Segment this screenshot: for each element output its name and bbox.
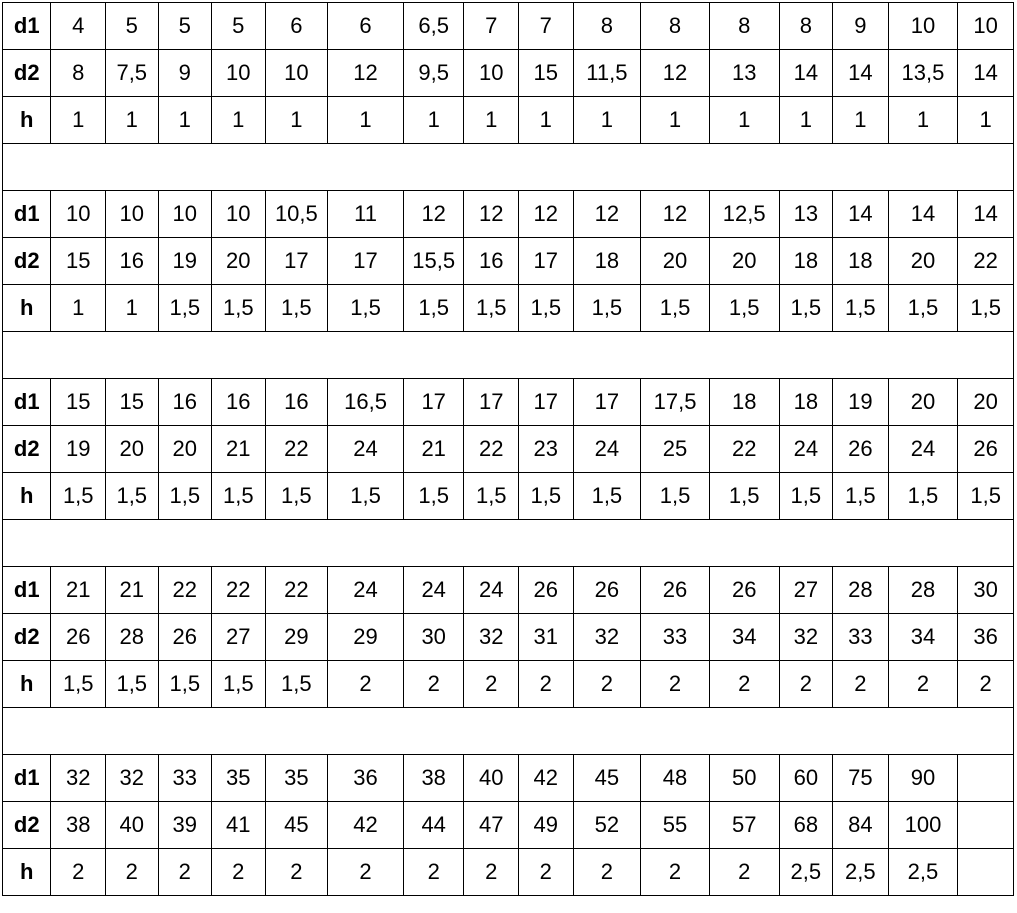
- table-cell: 20: [888, 238, 958, 285]
- table-cell: 6,5: [403, 3, 464, 50]
- table-cell: 14: [958, 50, 1014, 97]
- table-row: [3, 426, 1014, 473]
- table-cell: 1,5: [573, 473, 641, 520]
- table-cell: 24: [464, 567, 519, 614]
- table-cell: 26: [641, 567, 710, 614]
- row-label: d2: [3, 614, 51, 661]
- table-row: [3, 614, 1014, 661]
- table-cell: 24: [403, 567, 464, 614]
- table-cell: 28: [106, 614, 159, 661]
- table-cell: 18: [573, 238, 641, 285]
- spacer-cell: [3, 520, 1014, 567]
- table-cell: 1,5: [641, 473, 710, 520]
- table-cell: 26: [573, 567, 641, 614]
- table-cell: 60: [779, 755, 833, 802]
- table-cell: 41: [212, 802, 266, 849]
- table-cell: 2: [709, 661, 779, 708]
- table-cell: 17: [519, 238, 574, 285]
- table-cell: 13: [779, 191, 833, 238]
- table-cell: 2: [709, 849, 779, 896]
- table-cell: 36: [958, 614, 1014, 661]
- table-cell: 1,5: [265, 661, 328, 708]
- table-cell: 10: [888, 3, 958, 50]
- table-cell: 1: [106, 285, 159, 332]
- table-cell: 15,5: [403, 238, 464, 285]
- table-cell: 75: [833, 755, 889, 802]
- table-cell: 2,5: [833, 849, 889, 896]
- table-cell: 1,5: [958, 285, 1014, 332]
- table-cell: 1,5: [519, 473, 574, 520]
- table-cell: 2: [573, 849, 641, 896]
- table-cell: 22: [158, 567, 212, 614]
- table-cell: 2,5: [888, 849, 958, 896]
- spacer-row: [3, 144, 1014, 191]
- table-cell: 8: [779, 3, 833, 50]
- table-cell: 34: [888, 614, 958, 661]
- table-cell: 2: [265, 849, 328, 896]
- table-cell: 5: [106, 3, 159, 50]
- table-cell: 9: [833, 3, 889, 50]
- table-cell: 5: [212, 3, 266, 50]
- table-cell: 16: [464, 238, 519, 285]
- table-cell: 1: [779, 97, 833, 144]
- table-cell: 1,5: [212, 661, 266, 708]
- table-cell: 1,5: [833, 285, 889, 332]
- table-cell: 2: [519, 661, 574, 708]
- table-cell: 10: [212, 50, 266, 97]
- table-cell: 1,5: [106, 661, 159, 708]
- row-label: h: [3, 849, 51, 896]
- table-row: [3, 3, 1014, 50]
- table-cell: 57: [709, 802, 779, 849]
- table-cell: 17: [573, 379, 641, 426]
- table-cell: 44: [403, 802, 464, 849]
- table-cell: 1: [403, 97, 464, 144]
- table-cell: 22: [958, 238, 1014, 285]
- table-cell: 1: [212, 97, 266, 144]
- spacer-cell: [3, 332, 1014, 379]
- table-row: [3, 661, 1014, 708]
- table-cell: 8: [573, 3, 641, 50]
- table-cell: 17: [464, 379, 519, 426]
- table-row: [3, 97, 1014, 144]
- table-row: [3, 191, 1014, 238]
- table-cell: 25: [641, 426, 710, 473]
- table-cell: 1,5: [158, 473, 212, 520]
- table-cell: 24: [328, 567, 404, 614]
- table-cell: 9: [158, 50, 212, 97]
- table-cell: 12,5: [709, 191, 779, 238]
- table-cell: 19: [833, 379, 889, 426]
- table-cell: 21: [403, 426, 464, 473]
- table-cell: [958, 802, 1014, 849]
- table-cell: 16: [158, 379, 212, 426]
- table-cell: 18: [779, 379, 833, 426]
- table-cell: 38: [51, 802, 106, 849]
- table-cell: 2: [779, 661, 833, 708]
- table-cell: 26: [51, 614, 106, 661]
- table-cell: 52: [573, 802, 641, 849]
- table-cell: 21: [212, 426, 266, 473]
- table-row: [3, 238, 1014, 285]
- table-cell: 1,5: [158, 285, 212, 332]
- table-cell: 1,5: [519, 285, 574, 332]
- table-cell: 1: [106, 97, 159, 144]
- table-cell: 16,5: [328, 379, 404, 426]
- table-cell: 1,5: [265, 285, 328, 332]
- table-cell: 7,5: [106, 50, 159, 97]
- table-cell: 23: [519, 426, 574, 473]
- table-cell: [958, 849, 1014, 896]
- table-cell: 10: [51, 191, 106, 238]
- table-cell: 35: [212, 755, 266, 802]
- table-cell: 38: [403, 755, 464, 802]
- table-cell: 29: [328, 614, 404, 661]
- table-cell: 12: [403, 191, 464, 238]
- table-cell: 14: [833, 50, 889, 97]
- table-cell: 14: [779, 50, 833, 97]
- table-row: [3, 473, 1014, 520]
- table-cell: 12: [573, 191, 641, 238]
- table-cell: 32: [464, 614, 519, 661]
- table-row: [3, 379, 1014, 426]
- table-cell: 1,5: [328, 473, 404, 520]
- dimensions-table: [2, 2, 1014, 896]
- table-cell: 1,5: [779, 473, 833, 520]
- table-cell: 1: [51, 97, 106, 144]
- table-cell: 35: [265, 755, 328, 802]
- row-label: d2: [3, 238, 51, 285]
- table-cell: 2: [403, 849, 464, 896]
- table-cell: 16: [212, 379, 266, 426]
- table-cell: 2,5: [779, 849, 833, 896]
- table-row: [3, 755, 1014, 802]
- table-cell: 33: [641, 614, 710, 661]
- table-cell: 10: [158, 191, 212, 238]
- table-row: [3, 567, 1014, 614]
- table-row: [3, 849, 1014, 896]
- table-cell: 32: [573, 614, 641, 661]
- table-cell: 30: [958, 567, 1014, 614]
- table-cell: 14: [833, 191, 889, 238]
- table-cell: 20: [958, 379, 1014, 426]
- table-cell: 17: [328, 238, 404, 285]
- table-cell: 49: [519, 802, 574, 849]
- table-cell: 10: [958, 3, 1014, 50]
- table-row: [3, 285, 1014, 332]
- table-cell: 84: [833, 802, 889, 849]
- table-cell: 24: [779, 426, 833, 473]
- table-cell: 1,5: [573, 285, 641, 332]
- table-cell: 33: [833, 614, 889, 661]
- table-cell: 18: [833, 238, 889, 285]
- table-cell: 21: [106, 567, 159, 614]
- table-cell: 12: [641, 50, 710, 97]
- table-row: [3, 50, 1014, 97]
- table-cell: 16: [265, 379, 328, 426]
- table-cell: 32: [779, 614, 833, 661]
- table-cell: 2: [958, 661, 1014, 708]
- table-cell: 20: [106, 426, 159, 473]
- table-cell: 47: [464, 802, 519, 849]
- table-cell: 5: [158, 3, 212, 50]
- table-cell: 42: [519, 755, 574, 802]
- table-cell: 1,5: [888, 285, 958, 332]
- table-cell: 16: [106, 238, 159, 285]
- table-cell: 45: [265, 802, 328, 849]
- spacer-cell: [3, 708, 1014, 755]
- table-cell: 1: [573, 97, 641, 144]
- table-cell: 12: [519, 191, 574, 238]
- table-cell: 1,5: [709, 285, 779, 332]
- table-cell: 20: [158, 426, 212, 473]
- table-cell: 100: [888, 802, 958, 849]
- row-label: d1: [3, 191, 51, 238]
- table-cell: 14: [958, 191, 1014, 238]
- table-cell: 2: [641, 661, 710, 708]
- row-label: d2: [3, 802, 51, 849]
- table-cell: 26: [519, 567, 574, 614]
- table-cell: 17: [265, 238, 328, 285]
- table-cell: 27: [212, 614, 266, 661]
- spacer-row: [3, 520, 1014, 567]
- row-label: h: [3, 473, 51, 520]
- table-cell: 32: [106, 755, 159, 802]
- table-cell: 18: [709, 379, 779, 426]
- table-cell: 2: [212, 849, 266, 896]
- row-label: d2: [3, 50, 51, 97]
- table-cell: 24: [888, 426, 958, 473]
- table-cell: 19: [158, 238, 212, 285]
- table-row: [3, 802, 1014, 849]
- table-cell: 90: [888, 755, 958, 802]
- table-cell: 32: [51, 755, 106, 802]
- table-cell: 18: [779, 238, 833, 285]
- table-cell: 55: [641, 802, 710, 849]
- table-cell: 50: [709, 755, 779, 802]
- table-cell: 1: [158, 97, 212, 144]
- row-label: h: [3, 97, 51, 144]
- table-cell: 42: [328, 802, 404, 849]
- table-cell: 19: [51, 426, 106, 473]
- table-cell: 29: [265, 614, 328, 661]
- table-cell: 2: [573, 661, 641, 708]
- table-cell: 1,5: [779, 285, 833, 332]
- table-cell: 2: [328, 661, 404, 708]
- table-cell: 40: [106, 802, 159, 849]
- table-cell: 15: [519, 50, 574, 97]
- table-cell: 22: [265, 426, 328, 473]
- table-cell: 8: [51, 50, 106, 97]
- table-cell: 7: [519, 3, 574, 50]
- table-cell: 1: [51, 285, 106, 332]
- table-cell: 8: [709, 3, 779, 50]
- row-label: h: [3, 661, 51, 708]
- table-cell: 1: [265, 97, 328, 144]
- table-cell: 7: [464, 3, 519, 50]
- table-cell: 24: [573, 426, 641, 473]
- table-cell: 6: [328, 3, 404, 50]
- table-cell: 10: [464, 50, 519, 97]
- table-cell: 1,5: [464, 473, 519, 520]
- table-cell: 1: [833, 97, 889, 144]
- table-cell: 28: [888, 567, 958, 614]
- table-cell: 1,5: [265, 473, 328, 520]
- spacer-row: [3, 708, 1014, 755]
- table-cell: 1,5: [106, 473, 159, 520]
- table-cell: 1: [519, 97, 574, 144]
- table-cell: 21: [51, 567, 106, 614]
- table-cell: 15: [51, 238, 106, 285]
- table-cell: 11: [328, 191, 404, 238]
- table-cell: 2: [464, 849, 519, 896]
- table-cell: 1,5: [709, 473, 779, 520]
- row-label: h: [3, 285, 51, 332]
- table-cell: 10: [212, 191, 266, 238]
- table-cell: 12: [464, 191, 519, 238]
- table-cell: 26: [833, 426, 889, 473]
- table-cell: 1,5: [641, 285, 710, 332]
- table-cell: 20: [888, 379, 958, 426]
- table-cell: 10: [265, 50, 328, 97]
- spacer-row: [3, 332, 1014, 379]
- table-cell: [958, 755, 1014, 802]
- table-cell: 27: [779, 567, 833, 614]
- table-cell: 10: [106, 191, 159, 238]
- table-cell: 24: [328, 426, 404, 473]
- table-cell: 1: [888, 97, 958, 144]
- table-cell: 4: [51, 3, 106, 50]
- table-cell: 28: [833, 567, 889, 614]
- table-cell: 1,5: [464, 285, 519, 332]
- table-cell: 6: [265, 3, 328, 50]
- table-cell: 26: [958, 426, 1014, 473]
- table-cell: 34: [709, 614, 779, 661]
- table-cell: 17: [519, 379, 574, 426]
- table-cell: 40: [464, 755, 519, 802]
- table-cell: 22: [709, 426, 779, 473]
- table-cell: 26: [709, 567, 779, 614]
- table-cell: 1: [641, 97, 710, 144]
- table-cell: 1,5: [958, 473, 1014, 520]
- table-cell: 1,5: [403, 473, 464, 520]
- table-cell: 1: [328, 97, 404, 144]
- table-cell: 30: [403, 614, 464, 661]
- table-cell: 1,5: [212, 473, 266, 520]
- table-cell: 17: [403, 379, 464, 426]
- table-cell: 22: [212, 567, 266, 614]
- table-cell: 12: [641, 191, 710, 238]
- table-cell: 13,5: [888, 50, 958, 97]
- table-cell: 1: [464, 97, 519, 144]
- table-cell: 36: [328, 755, 404, 802]
- table-cell: 2: [51, 849, 106, 896]
- table-cell: 22: [464, 426, 519, 473]
- table-cell: 45: [573, 755, 641, 802]
- row-label: d1: [3, 755, 51, 802]
- table-cell: 22: [265, 567, 328, 614]
- table-cell: 33: [158, 755, 212, 802]
- table-cell: 13: [709, 50, 779, 97]
- table-cell: 48: [641, 755, 710, 802]
- table-cell: 39: [158, 802, 212, 849]
- row-label: d1: [3, 3, 51, 50]
- table-cell: 2: [328, 849, 404, 896]
- table-cell: 1,5: [328, 285, 404, 332]
- table-cell: 11,5: [573, 50, 641, 97]
- table-cell: 12: [328, 50, 404, 97]
- row-label: d2: [3, 426, 51, 473]
- table-cell: 1: [958, 97, 1014, 144]
- row-label: d1: [3, 379, 51, 426]
- table-cell: 1,5: [833, 473, 889, 520]
- table-cell: 26: [158, 614, 212, 661]
- table-cell: 15: [51, 379, 106, 426]
- table-cell: 1: [709, 97, 779, 144]
- table-cell: 2: [641, 849, 710, 896]
- row-label: d1: [3, 567, 51, 614]
- table-cell: 9,5: [403, 50, 464, 97]
- table-cell: 1,5: [51, 473, 106, 520]
- table-cell: 1,5: [212, 285, 266, 332]
- table-cell: 2: [158, 849, 212, 896]
- table-cell: 2: [403, 661, 464, 708]
- table-cell: 20: [709, 238, 779, 285]
- table-cell: 2: [464, 661, 519, 708]
- table-cell: 1,5: [51, 661, 106, 708]
- table-cell: 1,5: [403, 285, 464, 332]
- table-cell: 20: [212, 238, 266, 285]
- table-cell: 20: [641, 238, 710, 285]
- table-cell: 2: [888, 661, 958, 708]
- table-cell: 2: [833, 661, 889, 708]
- table-cell: 31: [519, 614, 574, 661]
- table-cell: 2: [106, 849, 159, 896]
- table-cell: 15: [106, 379, 159, 426]
- table-cell: 1,5: [888, 473, 958, 520]
- spacer-cell: [3, 144, 1014, 191]
- table-cell: 10,5: [265, 191, 328, 238]
- table-cell: 2: [519, 849, 574, 896]
- table-cell: 14: [888, 191, 958, 238]
- table-cell: 17,5: [641, 379, 710, 426]
- table-cell: 68: [779, 802, 833, 849]
- table-cell: 8: [641, 3, 710, 50]
- table-cell: 1,5: [158, 661, 212, 708]
